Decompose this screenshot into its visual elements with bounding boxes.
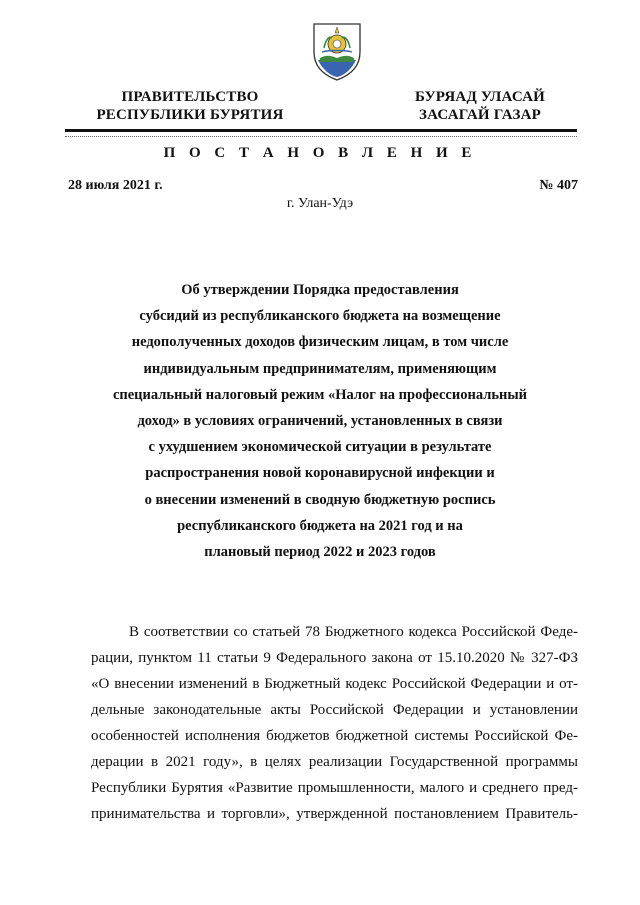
header-divider-thick: [65, 129, 577, 132]
header-divider-dotted: [65, 136, 577, 137]
title-line: индивидуальным предпринимателям, применяющим: [143, 360, 497, 377]
government-name-russian: [80, 88, 300, 124]
body-line: Республики Бурятия «Развитие промышленности, малого и среднего пред-: [91, 780, 578, 796]
government-name-line: РЕСПУБЛИКИ БУРЯТИЯ: [96, 107, 284, 123]
title-line: плановый период 2022 и 2023 годов: [204, 544, 436, 561]
title-line: республиканского бюджета на 2021 год и на: [177, 517, 463, 534]
title-line: о внесении изменений в сводную бюджетную роспись: [144, 491, 496, 508]
body-line: принимательства и торговли», утвержденной постановлением Правитель-: [91, 806, 578, 822]
government-name-line: ЗАСАГАЙ ГАЗАР: [419, 107, 541, 123]
government-name-line: ПРАВИТЕЛЬСТВО: [121, 89, 259, 105]
title-line: специальный налоговый режим «Налог на профессиональный: [112, 386, 528, 403]
title-line: доход» в условиях ограничений, установленных в связи: [137, 413, 503, 430]
title-line: распространения новой коронавирусной инфекции и: [145, 465, 495, 482]
document-number: № 407: [539, 178, 578, 193]
document-date: 28 июля 2021 г.: [68, 178, 163, 193]
body-line: особенностей исполнения бюджетов бюджетной системы Российской Фе-: [91, 728, 578, 744]
body-paragraph: [91, 619, 578, 827]
coat-of-arms-emblem: [310, 18, 364, 82]
body-line: рации, пунктом 11 статьи 9 Федерального закона от 15.10.2020 № 327-ФЗ: [91, 650, 578, 666]
title-line: субсидий из республиканского бюджета на возмещение: [139, 308, 501, 325]
title-line: недополученных доходов физическим лицам, в том числе: [131, 334, 509, 351]
document-title: [100, 277, 540, 565]
body-line: В соответствии со статьей 78 Бюджетного кодекса Российской Феде-: [129, 624, 578, 640]
body-line: дельные законодательные акты Российской Федерации и установлении: [91, 702, 578, 718]
government-name-buryat: [380, 88, 580, 124]
body-line: дерации в 2021 году», в целях реализации Государственной программы: [91, 754, 578, 770]
government-name-line: БУРЯАД УЛАСАЙ: [414, 89, 546, 105]
document-type: П О С Т А Н О В Л Е Н И Е: [163, 145, 477, 161]
document-city: г. Улан-Удэ: [286, 196, 354, 211]
title-line: с ухудшением экономической ситуации в результате: [148, 439, 492, 456]
body-line: «О внесении изменений в Бюджетный кодекс Российской Федерации и от-: [91, 676, 578, 692]
title-line: Об утверждении Порядка предоставления: [181, 282, 459, 298]
